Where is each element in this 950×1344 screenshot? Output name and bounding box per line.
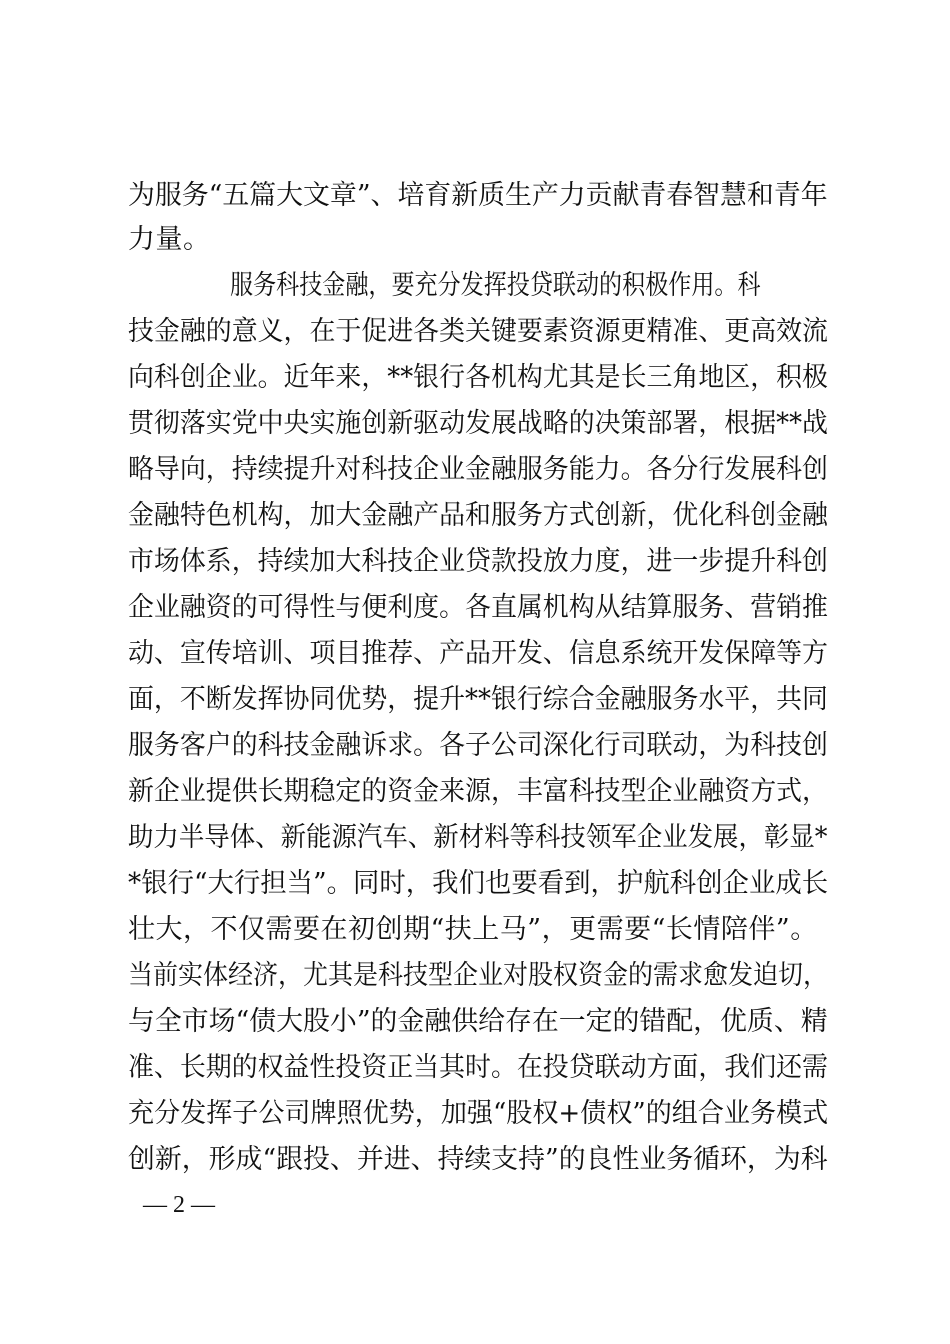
text-line: 准、长期的权益性投资正当其时。在投贷联动方面，我们还需 bbox=[128, 1052, 828, 1083]
text-line: 向科创企业。近年来，**银行各机构尤其是长三角地区，积极 bbox=[128, 362, 828, 393]
text-line: 动、宣传培训、项目推荐、产品开发、信息系统开发保障等方 bbox=[128, 638, 828, 669]
page-number: — 2 — bbox=[143, 1192, 215, 1218]
text-line: 为服务“五篇大文章”、培育新质生产力贡献青春智慧和青年 bbox=[128, 180, 828, 211]
text-line: 略导向，持续提升对科技企业金融服务能力。各分行发展科创 bbox=[128, 454, 828, 485]
text-line: 创新，形成“跟投、并进、持续支持”的良性业务循环，为科 bbox=[128, 1144, 828, 1175]
text-line: 贯彻落实党中央实施创新驱动发展战略的决策部署，根据**战 bbox=[128, 408, 828, 439]
text-line: *银行“大行担当”。同时，我们也要看到，护航科创企业成长 bbox=[128, 868, 829, 899]
text-line: 助力半导体、新能源汽车、新材料等科技领军企业发展，彰显* bbox=[128, 822, 828, 853]
text-line: 市场体系，持续加大科技企业贷款投放力度，进一步提升科创 bbox=[128, 546, 828, 577]
text-line: 企业融资的可得性与便利度。各直属机构从结算服务、营销推 bbox=[128, 592, 828, 623]
text-line: 面，不断发挥协同优势，提升**银行综合金融服务水平，共同 bbox=[128, 684, 828, 715]
text-line: 充分发挥子公司牌照优势，加强“股权+债权”的组合业务模式 bbox=[128, 1098, 829, 1129]
text-line: 力量。 bbox=[128, 224, 211, 255]
text-line: 壮大，不仅需要在初创期“扶上马”，更需要“长情陪伴”。 bbox=[128, 914, 818, 945]
paragraph-first-line: 服务科技金融，要充分发挥投贷联动的积极作用。科 bbox=[230, 270, 761, 301]
text-line: 新企业提供长期稳定的资金来源，丰富科技型企业融资方式， bbox=[128, 776, 828, 807]
text-line: 技金融的意义，在于促进各类关键要素资源更精准、更高效流 bbox=[128, 316, 828, 347]
text-line: 金融特色机构，加大金融产品和服务方式创新，优化科创金融 bbox=[128, 500, 828, 531]
text-line: 当前实体经济，尤其是科技型企业对股权资金的需求愈发迫切， bbox=[128, 960, 828, 991]
text-line: 服务客户的科技金融诉求。各子公司深化行司联动，为科技创 bbox=[128, 730, 828, 761]
text-line: 与全市场“债大股小”的金融供给存在一定的错配，优质、精 bbox=[128, 1006, 828, 1037]
